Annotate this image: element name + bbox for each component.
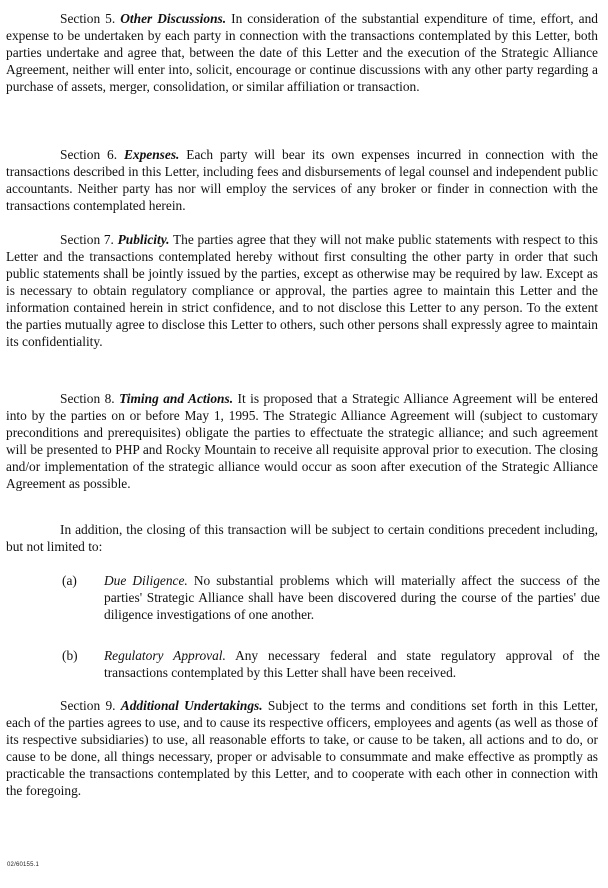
- condition-title: Due Diligence.: [104, 573, 188, 588]
- section-6-paragraph: [6, 146, 598, 214]
- condition-body: [104, 647, 600, 681]
- section-8-paragraph: [6, 390, 598, 492]
- condition-text: Any necessary federal and state regulatory approval of the transactions contemplated by this Letter shall have been received.: [104, 648, 600, 680]
- section-text: It is proposed that a Strategic Alliance Agreement will be entered into by the parties on or before May 1, 1995. The Strategic Alliance Agreement will (subject to customary preconditions and prerequisites) obligate the parties to effectuate the strategic alliance; and such agreement will be presented to PHP and Rocky Mountain to receive all requisite approval prior to execution. The closing and/or implementation of the strategic alliance would occur as soon after execution of the Strategic Alliance Agreement as possible.: [6, 391, 598, 491]
- condition-label: (b): [62, 648, 78, 663]
- section-title: Additional Undertakings.: [120, 698, 263, 713]
- section-text: Subject to the terms and conditions set forth in this Letter, each of the parties agrees to use, and to cause its respective officers, employees and agents (as well as those of its respective subsidiaries) to use, all reasonable efforts to take, or cause to be taken, all actions and to do, or cause to be done, all things necessary, proper or advisable to consummate and make effective as promptly as practicable the transactions contemplated by this Letter, and to cooperate with each other in connection with the foregoing.: [6, 698, 599, 798]
- section-title: Publicity.: [117, 232, 170, 247]
- condition-item-a: [62, 572, 600, 623]
- section-heading: Section 5.: [60, 11, 116, 26]
- section-text: Each party will bear its own expenses incurred in connection with the transactions described in this Letter, including fees and disbursements of legal counsel and independent public accountants. Neither party has nor will employ the services of any broker or finder in connection with the transactions contemplated herein.: [6, 147, 598, 213]
- section-heading: Section 8.: [60, 391, 115, 406]
- section-heading: Section 9.: [60, 698, 116, 713]
- section-7-paragraph: [6, 231, 598, 350]
- condition-body: [104, 572, 600, 623]
- conditions-intro-paragraph: [6, 521, 598, 555]
- section-text: The parties agree that they will not make public statements with respect to this Letter and the transactions contemplated hereby without first consulting the other party in order that such public statements shall be jointly issued by the parties, except as otherwise may be required by law. Except as is necessary to obtain regulatory compliance or approval, the parties agree to maintain this Letter and the information contained herein in strict confidence, and to not disclose this Letter to any person. To the extent the parties mutually agree to disclose this Letter to others, such other persons shall expressly agree to maintain its confidentiality.: [6, 232, 598, 349]
- condition-text: No substantial problems which will materially affect the success of the parties' Strategic Alliance shall have been discovered during the course of the parties' due diligence investigations of one another.: [104, 573, 600, 622]
- condition-item-b: [62, 647, 600, 681]
- section-heading: Section 7.: [60, 232, 114, 247]
- condition-label: (a): [62, 573, 77, 588]
- section-9-paragraph: [6, 697, 598, 799]
- condition-title: Regulatory Approval.: [104, 648, 226, 663]
- section-text: In consideration of the substantial expenditure of time, effort, and expense to be undertaken by each party in connection with the transactions contemplated by this Letter, both parties undertake and agree that, between the date of this Letter and the execution of the Strategic Alliance Agreement, neither will enter into, solicit, encourage or continue discussions with any other party regarding a purchase of assets, merger, consolidation, or similar affiliation or transaction.: [6, 11, 598, 94]
- section-5-paragraph: [6, 10, 598, 95]
- section-title: Expenses.: [123, 147, 180, 162]
- conditions-intro-text: In addition, the closing of this transaction will be subject to certain conditions precedent including, but not limited to:: [6, 522, 598, 554]
- section-title: Timing and Actions.: [119, 391, 234, 406]
- document-footer-code: 02/60155.1: [7, 862, 40, 868]
- section-title: Other Discussions.: [120, 11, 227, 26]
- section-heading: Section 6.: [60, 147, 118, 162]
